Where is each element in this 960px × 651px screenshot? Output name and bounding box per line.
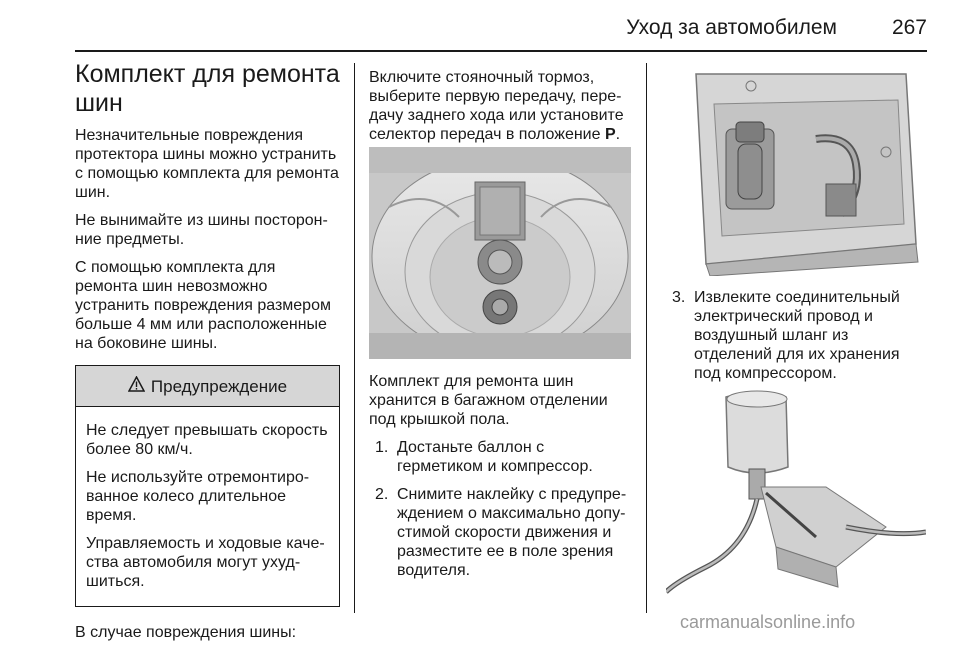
step-number: 1.: [375, 439, 389, 456]
middle-column: [369, 68, 634, 153]
warning-paragraph-2: Не используйте отремонтированное колесо длительное время.: [86, 469, 310, 524]
paragraph-1: Незначительные повреждения протектора шины можно устранить с помощью комплекта для ремонта шин.: [75, 127, 339, 201]
watermark: carmanualsonline.info: [680, 612, 856, 632]
warning-title: Предупреждение: [150, 376, 288, 396]
trunk-figure: [369, 147, 631, 359]
warning-paragraph-1: Не следует превышать скорость более 80 км/ч.: [86, 422, 328, 458]
page-header: [75, 12, 927, 48]
intro-end: .: [615, 126, 621, 143]
left-column: [75, 60, 340, 651]
warning-box: [75, 365, 340, 607]
step-item: [369, 438, 634, 476]
sealant-bottle-figure: [666, 387, 926, 599]
intro-paragraph: [369, 68, 634, 144]
section-title: Уход за автомобилем: [626, 16, 837, 39]
paragraph-2: Не вынимайте из шины посторонние предметы.: [75, 212, 328, 248]
trunk-illustration: [369, 147, 631, 359]
header-divider: [75, 50, 927, 52]
paragraph-after-warning: В случае повреждения шины:: [75, 624, 297, 641]
column-divider-1: [354, 63, 355, 613]
gear-position-p: P: [604, 126, 616, 143]
step-text: Снимите наклейку с предупреждением о максимально допустимой скорости движения и разместите ее в поле зрения водителя.: [397, 486, 627, 579]
intro-text: Включите стояночный тормоз, выберите первую передачу, передачу заднего хода или установите селектор передач в положение: [369, 69, 624, 143]
warning-triangle-icon: [128, 376, 145, 396]
warning-header: [76, 366, 339, 407]
figure-caption: Комплект для ремонта шин хранится в багажном отделении под крышкой пола.: [369, 373, 608, 428]
step-item: [369, 485, 634, 580]
step-number: 3.: [672, 289, 686, 306]
steps-list-2: [666, 288, 928, 383]
page-number: 267: [891, 16, 927, 39]
step-number: 2.: [375, 486, 389, 503]
warning-paragraph-3: Управляемость и ходовые качества автомобиля могут ухудшиться.: [86, 535, 325, 590]
paragraph-3: С помощью комплекта для ремонта шин невозможно устранить повреждения размером больше 4 мм или расположенные на боковине шины.: [75, 259, 331, 352]
step-text: Извлеките соединительный электрический провод и воздушный шланг из отделений для их хранения под компрессором.: [694, 289, 900, 382]
section-heading: Комплект для ремонта шин: [75, 60, 340, 117]
right-column: [666, 288, 928, 392]
steps-list-1: [369, 438, 634, 580]
repair-kit-figure: [666, 64, 926, 276]
warning-body: [76, 407, 339, 606]
repair-kit-illustration: [666, 64, 926, 276]
step-item: [666, 288, 928, 383]
column-divider-2: [646, 63, 647, 613]
middle-column-lower: [369, 372, 634, 589]
step-text: Достаньте баллон с герметиком и компрессор.: [397, 439, 593, 475]
sealant-bottle-illustration: [666, 387, 926, 599]
